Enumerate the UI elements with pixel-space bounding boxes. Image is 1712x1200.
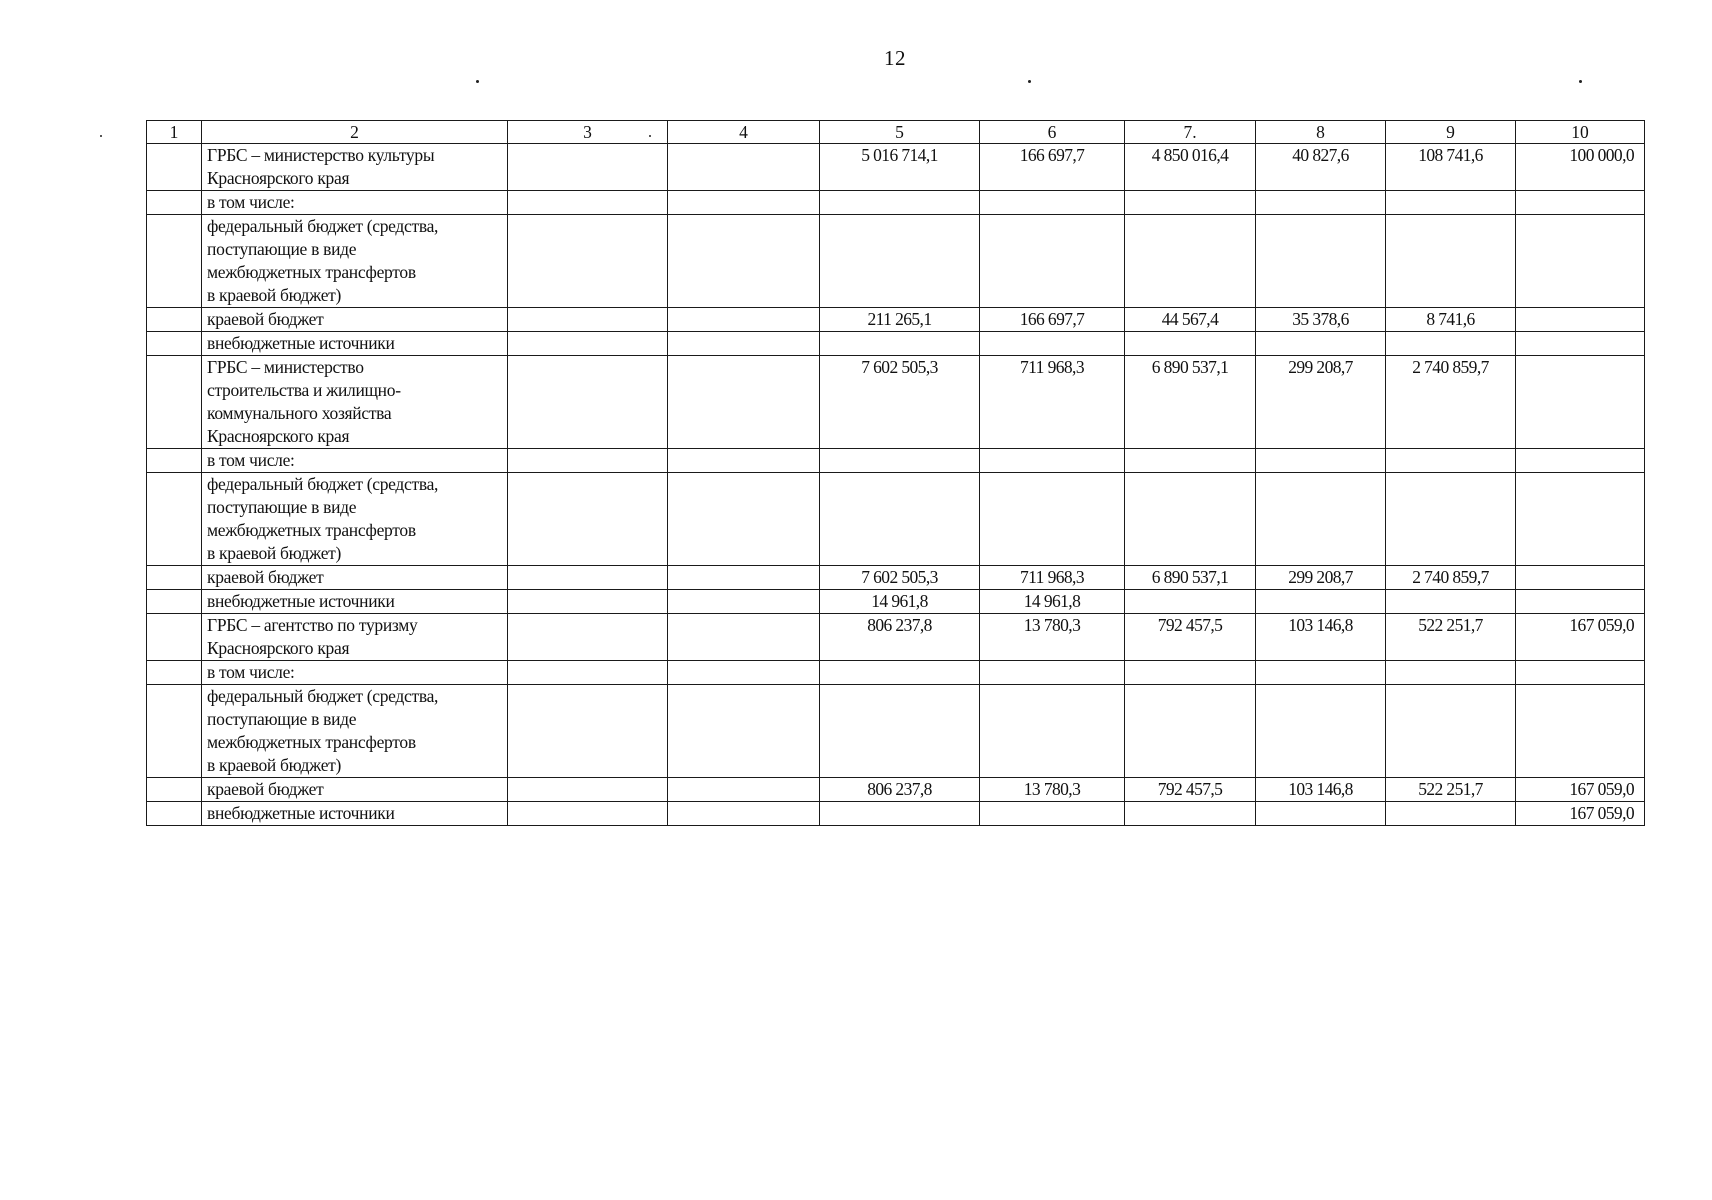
- value-cell-col-10: 167 059,0: [1516, 778, 1645, 802]
- value-cell-col-9: 8 741,6: [1386, 308, 1516, 332]
- value-cell-col-9: [1386, 191, 1516, 215]
- description-line: в краевой бюджет): [207, 285, 342, 305]
- value-cell-col-10: 167 059,0: [1516, 802, 1645, 826]
- value-cell-col-5: [820, 215, 980, 308]
- description-line: федеральный бюджет (средства,: [207, 686, 439, 706]
- row-description-cell: [202, 191, 508, 215]
- value-cell-col-9: [1386, 332, 1516, 356]
- value-cell-col-9: 2 740 859,7: [1386, 566, 1516, 590]
- value-cell-col-10: [1516, 473, 1645, 566]
- value-cell-col-8: 103 146,8: [1256, 614, 1386, 661]
- column-header: 1: [147, 121, 202, 144]
- table-header-row: [147, 121, 1645, 144]
- empty-cell: [508, 590, 668, 614]
- value-cell-col-6: 166 697,7: [980, 308, 1125, 332]
- value-cell-col-6: [980, 215, 1125, 308]
- description-line: ГРБС – министерство культуры: [207, 145, 435, 165]
- row-description-cell: [202, 215, 508, 308]
- description-line: поступающие в виде: [207, 239, 357, 259]
- description-line: в краевой бюджет): [207, 543, 342, 563]
- empty-cell: [508, 778, 668, 802]
- empty-cell: [668, 590, 820, 614]
- empty-cell: [668, 802, 820, 826]
- value-cell-col-5: [820, 191, 980, 215]
- row-description-cell: [202, 332, 508, 356]
- value-cell-col-6: [980, 802, 1125, 826]
- description-line: межбюджетных трансфертов: [207, 732, 416, 752]
- row-number-cell: [147, 449, 202, 473]
- description-line: Красноярского края: [207, 426, 350, 446]
- row-description-cell: [202, 144, 508, 191]
- row-number-cell: [147, 614, 202, 661]
- value-cell-col-6: 711 968,3: [980, 356, 1125, 449]
- value-cell-col-10: [1516, 661, 1645, 685]
- description-line: строительства и жилищно-: [207, 380, 401, 400]
- row-number-cell: [147, 144, 202, 191]
- row-description-cell: [202, 685, 508, 778]
- row-number-cell: [147, 661, 202, 685]
- description-line: в том числе:: [207, 192, 295, 212]
- description-line: ГРБС – агентство по туризму: [207, 615, 418, 635]
- column-header: 6: [980, 121, 1125, 144]
- description-line: внебюджетные источники: [207, 803, 395, 823]
- value-cell-col-6: [980, 685, 1125, 778]
- empty-cell: [668, 778, 820, 802]
- value-cell-col-7: [1125, 802, 1256, 826]
- table-row: [147, 449, 1645, 473]
- empty-cell: [508, 356, 668, 449]
- description-line: краевой бюджет: [207, 309, 324, 329]
- value-cell-col-8: [1256, 191, 1386, 215]
- value-cell-col-10: [1516, 685, 1645, 778]
- empty-cell: [508, 215, 668, 308]
- empty-cell: [508, 473, 668, 566]
- value-cell-col-10: [1516, 215, 1645, 308]
- description-line: Красноярского края: [207, 168, 350, 188]
- table-row: [147, 144, 1645, 191]
- value-cell-col-8: 35 378,6: [1256, 308, 1386, 332]
- description-line: межбюджетных трансфертов: [207, 262, 416, 282]
- value-cell-col-6: [980, 661, 1125, 685]
- value-cell-col-9: [1386, 215, 1516, 308]
- empty-cell: [508, 191, 668, 215]
- row-number-cell: [147, 215, 202, 308]
- empty-cell: [668, 215, 820, 308]
- value-cell-col-5: 7 602 505,3: [820, 356, 980, 449]
- row-number-cell: [147, 308, 202, 332]
- value-cell-col-8: 299 208,7: [1256, 566, 1386, 590]
- empty-cell: [668, 614, 820, 661]
- empty-cell: [668, 685, 820, 778]
- value-cell-col-7: 792 457,5: [1125, 778, 1256, 802]
- value-cell-col-5: 211 265,1: [820, 308, 980, 332]
- empty-cell: [508, 144, 668, 191]
- value-cell-col-8: [1256, 685, 1386, 778]
- column-header: 4: [668, 121, 820, 144]
- description-line: внебюджетные источники: [207, 333, 395, 353]
- value-cell-col-8: [1256, 802, 1386, 826]
- value-cell-col-6: [980, 473, 1125, 566]
- description-line: поступающие в виде: [207, 709, 357, 729]
- value-cell-col-10: [1516, 449, 1645, 473]
- empty-cell: [508, 685, 668, 778]
- value-cell-col-6: [980, 332, 1125, 356]
- row-description-cell: [202, 308, 508, 332]
- description-line: поступающие в виде: [207, 497, 357, 517]
- value-cell-col-10: 167 059,0: [1516, 614, 1645, 661]
- value-cell-col-8: 299 208,7: [1256, 356, 1386, 449]
- value-cell-col-7: [1125, 215, 1256, 308]
- value-cell-col-9: 108 741,6: [1386, 144, 1516, 191]
- value-cell-col-9: [1386, 590, 1516, 614]
- value-cell-col-5: [820, 685, 980, 778]
- value-cell-col-8: [1256, 449, 1386, 473]
- value-cell-col-5: 5 016 714,1: [820, 144, 980, 191]
- column-header: 9: [1386, 121, 1516, 144]
- value-cell-col-7: [1125, 449, 1256, 473]
- description-line: в том числе:: [207, 662, 295, 682]
- value-cell-col-10: [1516, 308, 1645, 332]
- empty-cell: [508, 449, 668, 473]
- value-cell-col-10: 100 000,0: [1516, 144, 1645, 191]
- description-line: межбюджетных трансфертов: [207, 520, 416, 540]
- row-number-cell: [147, 566, 202, 590]
- table-row: [147, 191, 1645, 215]
- value-cell-col-9: [1386, 802, 1516, 826]
- value-cell-col-6: [980, 449, 1125, 473]
- value-cell-col-10: [1516, 191, 1645, 215]
- value-cell-col-8: [1256, 661, 1386, 685]
- column-header: 5: [820, 121, 980, 144]
- value-cell-col-6: 13 780,3: [980, 614, 1125, 661]
- value-cell-col-7: [1125, 191, 1256, 215]
- row-number-cell: [147, 356, 202, 449]
- table-row: [147, 473, 1645, 566]
- description-line: ГРБС – министерство: [207, 357, 364, 377]
- value-cell-col-7: [1125, 332, 1256, 356]
- empty-cell: [508, 661, 668, 685]
- row-description-cell: [202, 778, 508, 802]
- table-row: [147, 332, 1645, 356]
- value-cell-col-9: [1386, 661, 1516, 685]
- row-number-cell: [147, 191, 202, 215]
- row-description-cell: [202, 802, 508, 826]
- value-cell-col-6: 166 697,7: [980, 144, 1125, 191]
- empty-cell: [508, 308, 668, 332]
- value-cell-col-7: [1125, 473, 1256, 566]
- column-header: 8: [1256, 121, 1386, 144]
- table-row: [147, 566, 1645, 590]
- row-description-cell: [202, 356, 508, 449]
- value-cell-col-5: 14 961,8: [820, 590, 980, 614]
- row-description-cell: [202, 590, 508, 614]
- empty-cell: [668, 332, 820, 356]
- value-cell-col-5: 806 237,8: [820, 614, 980, 661]
- row-number-cell: [147, 778, 202, 802]
- table-row: [147, 685, 1645, 778]
- value-cell-col-7: 6 890 537,1: [1125, 566, 1256, 590]
- value-cell-col-7: 4 850 016,4: [1125, 144, 1256, 191]
- empty-cell: [668, 449, 820, 473]
- value-cell-col-7: 44 567,4: [1125, 308, 1256, 332]
- value-cell-col-5: [820, 332, 980, 356]
- empty-cell: [668, 356, 820, 449]
- empty-cell: [508, 332, 668, 356]
- value-cell-col-9: [1386, 473, 1516, 566]
- description-line: федеральный бюджет (средства,: [207, 216, 439, 236]
- value-cell-col-7: [1125, 685, 1256, 778]
- budget-table: [146, 120, 1645, 826]
- value-cell-col-7: [1125, 661, 1256, 685]
- value-cell-col-9: 2 740 859,7: [1386, 356, 1516, 449]
- table-row: [147, 661, 1645, 685]
- description-line: в том числе:: [207, 450, 295, 470]
- page-number: 12: [884, 46, 906, 70]
- value-cell-col-5: [820, 449, 980, 473]
- table-row: [147, 614, 1645, 661]
- value-cell-col-10: [1516, 356, 1645, 449]
- column-header: 7.: [1125, 121, 1256, 144]
- empty-cell: [508, 802, 668, 826]
- description-line: Красноярского края: [207, 638, 350, 658]
- value-cell-col-9: 522 251,7: [1386, 778, 1516, 802]
- column-header: 3: [508, 121, 668, 144]
- column-header: 2: [202, 121, 508, 144]
- value-cell-col-10: [1516, 332, 1645, 356]
- empty-cell: [668, 473, 820, 566]
- value-cell-col-9: [1386, 685, 1516, 778]
- column-header: 10: [1516, 121, 1645, 144]
- description-line: краевой бюджет: [207, 567, 324, 587]
- row-number-cell: [147, 473, 202, 566]
- value-cell-col-8: [1256, 590, 1386, 614]
- row-description-cell: [202, 614, 508, 661]
- value-cell-col-8: [1256, 215, 1386, 308]
- empty-cell: [508, 566, 668, 590]
- empty-cell: [668, 191, 820, 215]
- value-cell-col-8: [1256, 473, 1386, 566]
- table-row: [147, 802, 1645, 826]
- value-cell-col-8: 103 146,8: [1256, 778, 1386, 802]
- table-row: [147, 590, 1645, 614]
- value-cell-col-7: [1125, 590, 1256, 614]
- value-cell-col-6: 13 780,3: [980, 778, 1125, 802]
- value-cell-col-6: 711 968,3: [980, 566, 1125, 590]
- row-description-cell: [202, 449, 508, 473]
- value-cell-col-6: [980, 191, 1125, 215]
- row-description-cell: [202, 473, 508, 566]
- table-row: [147, 308, 1645, 332]
- row-number-cell: [147, 590, 202, 614]
- table-row: [147, 356, 1645, 449]
- row-number-cell: [147, 685, 202, 778]
- value-cell-col-10: [1516, 590, 1645, 614]
- empty-cell: [668, 308, 820, 332]
- empty-cell: [668, 144, 820, 191]
- empty-cell: [668, 661, 820, 685]
- value-cell-col-5: 7 602 505,3: [820, 566, 980, 590]
- table-row: [147, 215, 1645, 308]
- row-description-cell: [202, 566, 508, 590]
- value-cell-col-5: 806 237,8: [820, 778, 980, 802]
- description-line: краевой бюджет: [207, 779, 324, 799]
- description-line: внебюджетные источники: [207, 591, 395, 611]
- empty-cell: [668, 566, 820, 590]
- description-line: коммунального хозяйства: [207, 403, 392, 423]
- value-cell-col-8: [1256, 332, 1386, 356]
- value-cell-col-7: 6 890 537,1: [1125, 356, 1256, 449]
- empty-cell: [508, 614, 668, 661]
- row-number-cell: [147, 802, 202, 826]
- value-cell-col-9: 522 251,7: [1386, 614, 1516, 661]
- value-cell-col-9: [1386, 449, 1516, 473]
- table-row: [147, 778, 1645, 802]
- description-line: в краевой бюджет): [207, 755, 342, 775]
- value-cell-col-5: [820, 473, 980, 566]
- value-cell-col-5: [820, 661, 980, 685]
- description-line: федеральный бюджет (средства,: [207, 474, 439, 494]
- row-number-cell: [147, 332, 202, 356]
- value-cell-col-7: 792 457,5: [1125, 614, 1256, 661]
- value-cell-col-6: 14 961,8: [980, 590, 1125, 614]
- row-description-cell: [202, 661, 508, 685]
- value-cell-col-5: [820, 802, 980, 826]
- value-cell-col-8: 40 827,6: [1256, 144, 1386, 191]
- value-cell-col-10: [1516, 566, 1645, 590]
